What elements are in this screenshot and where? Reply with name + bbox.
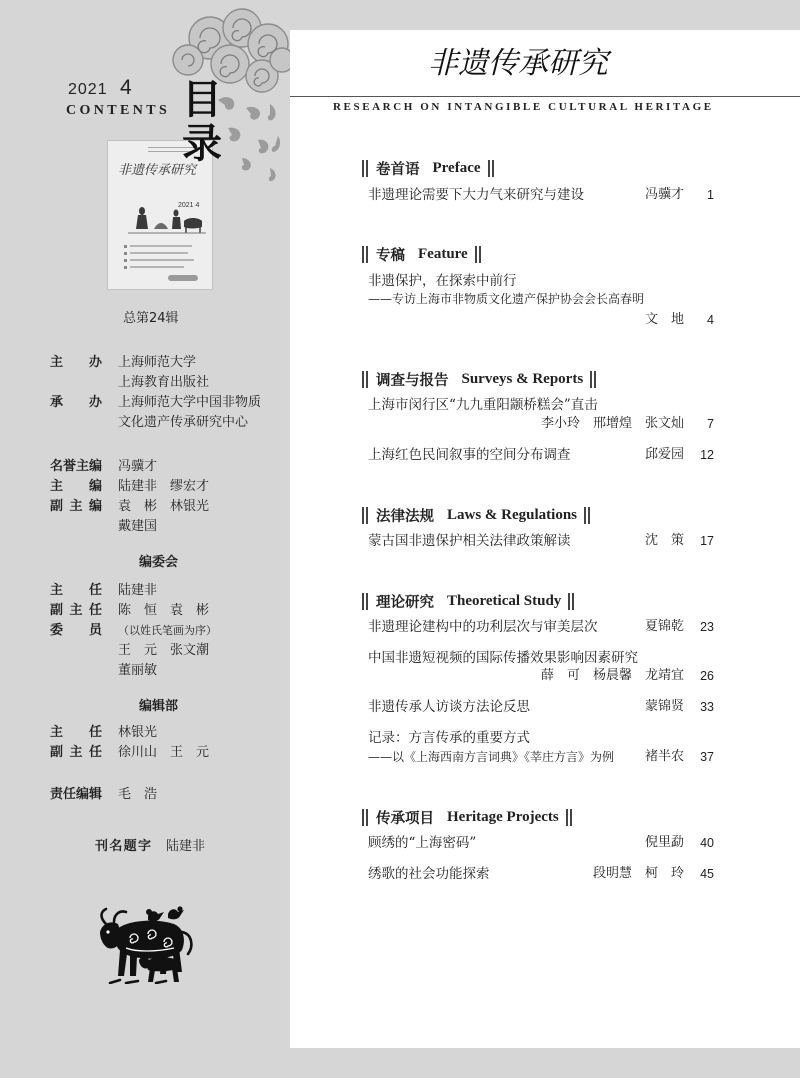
row-label: 名誉主编: [50, 459, 103, 474]
total-issue-number: 总第24辑: [123, 311, 179, 326]
entry-title: 蒙古国非遗保护相关法律政策解读: [368, 533, 571, 549]
cover-illustration: [124, 191, 208, 239]
entry-author: 段明慧 柯 玲: [592, 866, 684, 881]
row-value: 上海师范大学中国非物质: [118, 395, 262, 410]
entry-title: 中国非遗短视频的国际传播效果影响因素研究: [368, 650, 638, 666]
entry-title: 绣歌的社会功能探索: [368, 866, 490, 882]
entry-author: 蒙锦贤: [644, 699, 684, 714]
entry-author: 冯骥才: [644, 187, 684, 202]
office-row: [50, 723, 285, 743]
masthead-column: [0, 0, 290, 1078]
entry-subtitle: ——专访上海市非物质文化遗产保护协会会长高春明: [368, 292, 645, 306]
row-label: 副主编: [50, 499, 102, 514]
cover-bullet: [124, 252, 127, 255]
row-label: 主 办: [50, 355, 102, 370]
entry-page: 40: [700, 836, 714, 850]
double-bar-ornament: [488, 160, 494, 177]
double-bar-ornament: [584, 507, 590, 524]
section-title-en: Preface: [432, 159, 481, 176]
entry-page: 33: [700, 700, 714, 714]
toc-entry: [368, 729, 714, 747]
entry-author: 文 地: [644, 312, 684, 327]
row-value: 文化遗产传承研究中心: [118, 415, 249, 430]
section-title-en: Feature: [418, 245, 468, 262]
entry-page: 4: [707, 313, 714, 327]
entry-title: 非遗理论建构中的功利层次与审美层次: [368, 619, 598, 635]
section-heading: [362, 591, 574, 611]
committee-row: [50, 641, 285, 661]
sponsor-row: [50, 353, 285, 373]
double-bar-ornament: [362, 809, 368, 826]
toc-entry: [368, 532, 714, 550]
entry-title: 非遗理论需要下大力气来研究与建设: [368, 187, 584, 203]
entry-page: 12: [700, 448, 714, 462]
cover-text-line: [130, 266, 184, 268]
row-label: 责任编辑: [50, 787, 103, 802]
committee-row: [50, 601, 285, 621]
toc-entry: [368, 649, 714, 667]
entry-page: 45: [700, 867, 714, 881]
row-value: （以姓氏笔画为序）: [118, 624, 217, 637]
entry-page: 26: [700, 669, 714, 683]
header-rule: [290, 96, 800, 97]
issue-number: 4: [120, 76, 132, 99]
cover-text-line: [130, 245, 192, 247]
entry-page: 1: [707, 188, 714, 202]
row-value: 上海师范大学: [118, 355, 197, 370]
toc-entry: [368, 865, 714, 883]
entry-author: 褚半农: [644, 749, 684, 764]
committee-row: [50, 581, 285, 601]
contents-label-en: CONTENTS: [66, 103, 171, 118]
row-value: 王 元 张文潮: [118, 643, 210, 658]
section-heading: [362, 807, 572, 827]
sponsor-row: [50, 373, 285, 393]
entry-title: 上海市闵行区“九九重阳颛桥糕会”直击: [368, 397, 598, 413]
contents-panel: [290, 30, 800, 1048]
editor-row: [50, 477, 285, 497]
editor-row: [50, 497, 285, 517]
committee-row: [50, 621, 285, 641]
contents-label-zh: 目录: [182, 77, 240, 167]
journal-title-en: RESEARCH ON INTANGIBLE CULTURAL HERITAGE: [333, 101, 714, 113]
toc-entry: [368, 446, 714, 464]
row-value: 陈 恒 袁 彬: [118, 603, 210, 618]
cover-bullet: [124, 259, 127, 262]
row-value: 林银光: [118, 725, 158, 740]
row-value: 陆建非: [166, 839, 206, 854]
double-bar-ornament: [362, 593, 368, 610]
entry-subtitle: ——以《上海西南方言词典》《莘庄方言》为例: [368, 750, 615, 764]
double-bar-ornament: [362, 371, 368, 388]
row-value: 毛 浩: [118, 787, 158, 802]
entry-title: 记录：方言传承的重要方式: [368, 730, 530, 746]
section-title-zh: 专稿: [376, 247, 405, 264]
toc-entry: [368, 618, 714, 636]
entry-author: 薛 可 杨晨馨 龙靖宜: [540, 668, 684, 683]
entry-page: 37: [700, 750, 714, 764]
section-title-en: Theoretical Study: [447, 592, 562, 609]
section-title-zh: 法律法规: [376, 508, 434, 525]
row-label: 主 任: [50, 583, 102, 598]
toc-entry: [368, 272, 714, 290]
entry-author: 沈 策: [644, 533, 684, 548]
entry-title: 顾绣的“上海密码”: [368, 835, 477, 851]
entry-title: 非遗传承人访谈方法论反思: [368, 699, 530, 715]
row-value: 陆建非: [118, 583, 158, 598]
section-title-zh: 理论研究: [376, 594, 434, 611]
row-value: 袁 彬 林银光: [118, 499, 210, 514]
section-heading: [362, 369, 596, 389]
row-value: 徐川山 王 元: [118, 745, 210, 760]
row-value: 上海教育出版社: [118, 375, 210, 390]
row-label: 刊名题字: [95, 839, 151, 854]
toc-entry: [368, 834, 714, 852]
row-label: 副主任: [50, 745, 102, 760]
row-label: 主 编: [50, 479, 102, 494]
entry-author: 邱爱园: [644, 447, 684, 462]
double-bar-ornament: [568, 593, 574, 610]
entry-page: 17: [700, 534, 714, 548]
journal-title-calligraphy: 非遗传承研究: [428, 46, 608, 81]
toc-entry-byline: [368, 311, 714, 329]
editor-row: [50, 457, 285, 477]
entry-title: 上海红色民间叙事的空间分布调查: [368, 447, 571, 463]
cover-text-line: [130, 259, 194, 261]
row-value: 董丽敏: [118, 663, 158, 678]
toc-entry-subtitle: [368, 290, 714, 308]
section-title-en: Laws & Regulations: [447, 506, 578, 523]
toc-entry: [368, 698, 714, 716]
cover-bullet: [124, 245, 127, 248]
section-title-en: Surveys & Reports: [461, 370, 584, 387]
row-label: 主 任: [50, 725, 102, 740]
double-bar-ornament: [362, 246, 368, 263]
toc-entry: [368, 396, 714, 414]
committee-heading: 编委会: [139, 555, 179, 570]
entry-page: 7: [707, 417, 714, 431]
row-label: 委 员: [50, 623, 102, 638]
row-value: 戴建国: [118, 519, 158, 534]
ox-papercut-ornament: [96, 902, 198, 984]
section-title-zh: 调查与报告: [376, 372, 449, 389]
editor-row: [50, 517, 285, 537]
double-bar-ornament: [566, 809, 572, 826]
editorial-office-heading: 编辑部: [139, 699, 179, 714]
row-value: 冯骥才: [118, 459, 158, 474]
organizer-row: [50, 393, 285, 413]
entry-page: 23: [700, 620, 714, 634]
row-label: 承 办: [50, 395, 102, 410]
toc-entry: [368, 186, 714, 204]
section-heading: [362, 158, 494, 178]
title-calligraphy-credit: [95, 837, 285, 857]
double-bar-ornament: [475, 246, 481, 263]
cover-title: 非遗传承研究: [118, 163, 197, 178]
office-row: [50, 743, 285, 763]
publisher-logo: [168, 275, 198, 281]
section-title-zh: 传承项目: [376, 810, 434, 827]
cover-issue: 2021 4: [178, 202, 200, 209]
entry-author: 李小玲 邢增煌 张文灿: [540, 416, 684, 431]
organizer-row: [50, 413, 285, 433]
double-bar-ornament: [362, 160, 368, 177]
section-heading: [362, 505, 590, 525]
row-value: 陆建非 缪宏才: [118, 479, 210, 494]
cover-bullet: [124, 266, 127, 269]
issue-year: 2021: [68, 81, 108, 98]
cover-text-line: [130, 252, 188, 254]
section-title-en: Heritage Projects: [447, 808, 559, 825]
entry-author: 倪里勐: [644, 835, 684, 850]
entry-title: 非遗保护，在探索中前行: [368, 273, 517, 289]
double-bar-ornament: [590, 371, 596, 388]
committee-row: [50, 661, 285, 681]
row-label: 副主任: [50, 603, 102, 618]
toc-entry-byline: [368, 415, 714, 433]
responsible-editor-row: [50, 785, 285, 805]
toc-entry-byline: [368, 667, 714, 685]
section-title-zh: 卷首语: [376, 161, 420, 178]
double-bar-ornament: [362, 507, 368, 524]
entry-author: 夏锦乾: [644, 619, 684, 634]
section-heading: [362, 244, 481, 264]
toc-entry-subtitle: [368, 748, 714, 766]
